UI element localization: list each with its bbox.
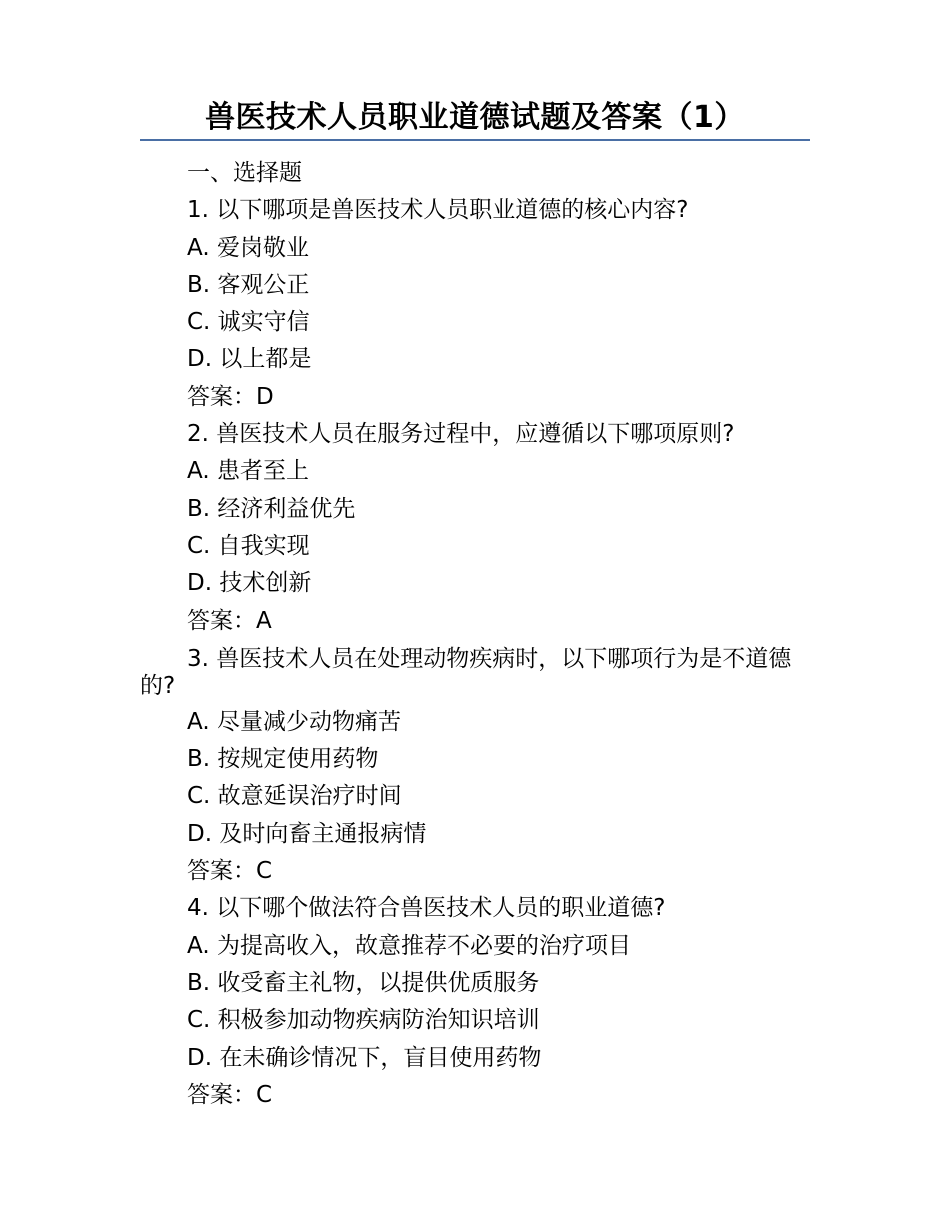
question-block: [140, 890, 812, 1114]
document-title: 兽医技术人员职业道德试题及答案（1）: [205, 100, 745, 135]
option-c: C. 积极参加动物疾病防治知识培训: [187, 1007, 540, 1034]
option-c: C. 自我实现: [187, 532, 310, 559]
option-c: C. 诚实守信: [187, 309, 310, 336]
option-a: A. 尽量减少动物痛苦: [187, 708, 401, 735]
title-underline: [140, 139, 810, 141]
question-text: 3. 兽医技术人员在处理动物疾病时，以下哪项行为是不道德的?: [140, 645, 792, 699]
option-a: A. 患者至上: [187, 458, 309, 485]
answer-text: 答案：A: [187, 607, 272, 634]
question-text: 4. 以下哪个做法符合兽医技术人员的职业道德?: [187, 895, 666, 922]
option-d: D. 在未确诊情况下，盲目使用药物: [187, 1044, 542, 1071]
option-a: A. 爱岗敬业: [187, 234, 309, 261]
option-d: D. 以上都是: [187, 346, 312, 373]
answer-text: 答案：C: [187, 858, 273, 885]
option-d: D. 及时向畜主通报病情: [187, 820, 427, 847]
question-text: 1. 以下哪项是兽医技术人员职业道德的核心内容?: [187, 197, 689, 224]
option-b: B. 客观公正: [187, 271, 310, 298]
document-body: [140, 155, 812, 1114]
question-block: [140, 416, 812, 640]
option-b: B. 按规定使用药物: [187, 746, 379, 773]
option-a: A. 为提高收入，故意推荐不必要的治疗项目: [187, 932, 631, 959]
question-block: [140, 192, 812, 416]
question-block: [140, 640, 812, 890]
question-text: 2. 兽医技术人员在服务过程中，应遵循以下哪项原则?: [187, 421, 735, 448]
answer-text: 答案：D: [187, 383, 274, 410]
option-c: C. 故意延误治疗时间: [187, 783, 402, 810]
option-d: D. 技术创新: [187, 570, 312, 597]
answer-text: 答案：C: [187, 1081, 273, 1108]
option-b: B. 经济利益优先: [187, 495, 356, 522]
section-heading: 一、选择题: [187, 160, 302, 186]
option-b: B. 收受畜主礼物，以提供优质服务: [187, 969, 540, 996]
